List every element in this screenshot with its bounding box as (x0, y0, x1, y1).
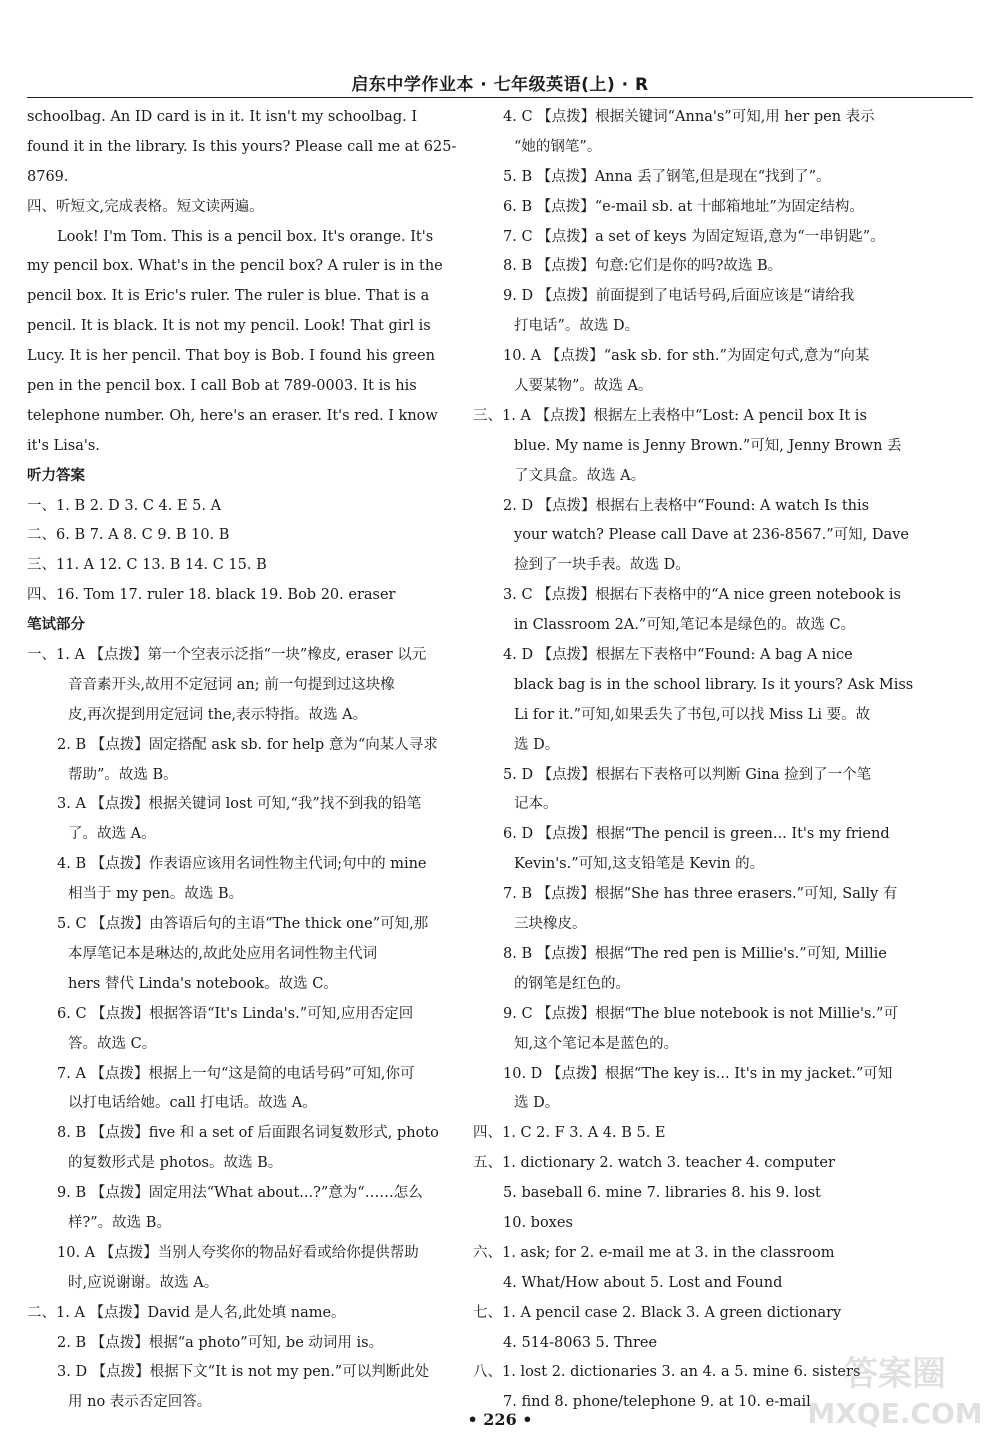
text-line: 4. 514-8063 5. Three (503, 1334, 658, 1351)
text-line: 4. B 【点拨】作表语应该用名词性物主代词;句中的 mine (57, 856, 427, 873)
text-line: 8. B 【点拨】根据“The red pen is Millie's.”可知, Millie (503, 945, 887, 962)
text-line: 8769. (27, 168, 69, 185)
text-line: 五、1. dictionary 2. watch 3. teacher 4. computer (473, 1155, 835, 1172)
text-line: 捡到了一块手表。故选 D。 (514, 557, 690, 574)
text-line: 帮助”。故选 B。 (68, 766, 178, 783)
text-line: found it in the library. Is this yours? Please call me at 625- (27, 138, 457, 155)
watermark-domain: MXQE.COM (807, 1397, 983, 1430)
text-line: 9. B 【点拨】固定用法“What about...?”意为“……怎么 (57, 1185, 423, 1202)
text-line: 四、听短文,完成表格。短文读两遍。 (27, 198, 264, 215)
text-line: 3. D 【点拨】根据下文“It is not my pen.”可以判断此处 (57, 1364, 430, 1381)
text-line: 知,这个笔记本是蓝色的。 (514, 1035, 679, 1052)
text-line: 2. B 【点拨】根据“a photo”可知, be 动词用 is。 (57, 1334, 384, 1351)
text-line: 以打电话给她。call 打电话。故选 A。 (68, 1095, 317, 1112)
text-line: 样?”。故选 B。 (68, 1214, 171, 1231)
text-line: blue. My name is Jenny Brown.”可知, Jenny Brown 丢 (514, 437, 902, 454)
text-line: it's Lisa's. (27, 437, 100, 454)
text-line: 10. D 【点拨】根据“The key is... It's in my jacket.”可知 (503, 1065, 893, 1082)
text-line: 六、1. ask; for 2. e-mail me at 3. in the classroom (473, 1244, 835, 1261)
text-line: 6. B 【点拨】“e-mail sb. at 十邮箱地址”为固定结构。 (503, 198, 864, 215)
text-line: 三、1. A 【点拨】根据左上表格中“Lost: A pencil box It is (473, 407, 867, 424)
text-line: 相当于 my pen。故选 B。 (68, 886, 244, 903)
text-line: 3. A 【点拨】根据关键词 lost 可知,“我”找不到我的铅笔 (57, 796, 422, 813)
text-line: 5. baseball 6. mine 7. libraries 8. his 9. lost (503, 1185, 821, 1202)
text-line: 三、11. A 12. C 13. B 14. C 15. B (27, 557, 267, 574)
text-line: 4. D 【点拨】根据左下表格中“Found: A bag A nice (503, 647, 853, 664)
text-line: 了文具盒。故选 A。 (514, 467, 646, 484)
text-line: 一、1. A 【点拨】第一个空表示泛指“一块”橡皮, eraser 以元 (27, 647, 427, 664)
text-line: 记本。 (514, 796, 558, 813)
text-line: 时,应说谢谢。故选 A。 (68, 1274, 219, 1291)
text-line: 7. B 【点拨】根据“She has three erasers.”可知, Sally 有 (503, 886, 898, 903)
text-line: in Classroom 2A.”可知,笔记本是绿色的。故选 C。 (514, 617, 856, 634)
text-line: 5. C 【点拨】由答语后句的主语“The thick one”可知,那 (57, 916, 429, 933)
text-line: 2. B 【点拨】固定搭配 ask sb. for help 意为“向某人寻求 (57, 736, 438, 753)
header-divider (27, 97, 973, 98)
text-line: 9. D 【点拨】前面提到了电话号码,后面应该是“请给我 (503, 288, 855, 305)
text-line: Lucy. It is her pencil. That boy is Bob. I found his green (27, 348, 435, 365)
text-line: telephone number. Oh, here's an eraser. It's red. I know (27, 407, 438, 424)
text-line: Look! I'm Tom. This is a pencil box. It's orange. It's (57, 228, 434, 245)
text-line: 选 D。 (514, 1095, 560, 1112)
text-line: 9. C 【点拨】根据“The blue notebook is not Millie's.”可 (503, 1005, 898, 1022)
text-line: 8. B 【点拨】five 和 a set of 后面跟名词复数形式, photo (57, 1125, 439, 1142)
text-line: 7. A 【点拨】根据上一句“这是简的电话号码”可知,你可 (57, 1065, 415, 1082)
text-line: 打电话”。故选 D。 (514, 318, 640, 335)
text-line: 音音素开头,故用不定冠词 an; 前一句提到过这块橡 (68, 676, 395, 693)
text-line: 2. D 【点拨】根据右上表格中“Found: A watch Is this (503, 497, 870, 514)
text-line: 本厚笔记本是琳达的,故此处应用名词性物主代词 (68, 945, 378, 962)
text-line: 4. C 【点拨】根据关键词“Anna's”可知,用 her pen 表示 (503, 109, 875, 125)
text-line: pen in the pencil box. I call Bob at 789-0003. It is his (27, 378, 417, 395)
text-line: 的复数形式是 photos。故选 B。 (68, 1155, 283, 1172)
page-number: • 226 • (467, 1410, 533, 1429)
text-line: “她的钢笔”。 (514, 138, 602, 155)
text-line: pencil. It is black. It is not my pencil. Look! That girl is (27, 318, 431, 335)
text-line: 10. A 【点拨】当别人夸奖你的物品好看或给你提供帮助 (57, 1244, 419, 1261)
section-heading: 笔试部分 (27, 617, 85, 634)
text-line: 10. A 【点拨】“ask sb. for sth.”为固定句式,意为“向某 (503, 348, 870, 365)
text-line: 八、1. lost 2. dictionaries 3. an 4. a 5. mine 6. sisters (473, 1364, 861, 1381)
text-line: 7. C 【点拨】a set of keys 为固定短语,意为“一串钥匙”。 (503, 228, 885, 245)
text-line: 一、1. B 2. D 3. C 4. E 5. A (27, 497, 222, 514)
text-line: 七、1. A pencil case 2. Black 3. A green dictionary (473, 1304, 842, 1321)
left-column (27, 103, 457, 1418)
text-line: 选 D。 (514, 736, 560, 753)
text-line: 二、1. A 【点拨】David 是人名,此处填 name。 (27, 1304, 346, 1321)
text-line: Kevin's.”可知,这支铅笔是 Kevin 的。 (514, 856, 765, 873)
text-line: 6. D 【点拨】根据“The pencil is green... It's my friend (503, 826, 890, 843)
text-line: 了。故选 A。 (68, 826, 156, 843)
text-line: your watch? Please call Dave at 236-8567.”可知, Dave (514, 527, 909, 544)
text-line: hers 替代 Linda's notebook。故选 C。 (68, 975, 338, 992)
text-line: 用 no 表示否定回答。 (68, 1394, 212, 1411)
text-line: 二、6. B 7. A 8. C 9. B 10. B (27, 527, 230, 544)
text-line: schoolbag. An ID card is in it. It isn't my schoolbag. I (27, 109, 418, 125)
section-heading: 听力答案 (27, 467, 85, 484)
text-line: 的钢笔是红色的。 (514, 975, 630, 992)
text-line: 四、1. C 2. F 3. A 4. B 5. E (473, 1125, 666, 1142)
text-line: black bag is in the school library. Is it yours? Ask Miss (514, 676, 914, 693)
text-line: 4. What/How about 5. Lost and Found (503, 1274, 783, 1291)
right-column (473, 103, 914, 1418)
text-line: 5. D 【点拨】根据右下表格可以判断 Gina 捡到了一个笔 (503, 766, 872, 783)
text-line: 答。故选 C。 (68, 1035, 157, 1052)
text-line: 四、16. Tom 17. ruler 18. black 19. Bob 20. eraser (27, 587, 396, 604)
text-line: Li for it.”可知,如果丢失了书包,可以找 Miss Li 要。故 (514, 706, 871, 723)
text-line: pencil box. It is Eric's ruler. The ruler is blue. That is a (27, 288, 430, 305)
text-line: 5. B 【点拨】Anna 丢了钢笔,但是现在“找到了”。 (503, 168, 831, 185)
text-line: 3. C 【点拨】根据右下表格中的“A nice green notebook is (503, 587, 901, 604)
text-line: 皮,再次提到用定冠词 the,表示特指。故选 A。 (68, 706, 368, 723)
text-line: 6. C 【点拨】根据答语“It's Linda's.”可知,应用否定回 (57, 1005, 414, 1022)
text-line: 8. B 【点拨】句意:它们是你的吗?故选 B。 (503, 258, 783, 275)
text-line: 7. find 8. phone/telephone 9. at 10. e-mail (503, 1394, 811, 1411)
text-line: 人要某物”。故选 A。 (514, 378, 653, 395)
text-line: 三块橡皮。 (514, 916, 587, 933)
page-header: 启东中学作业本 · 七年级英语(上) · R (351, 75, 649, 95)
watermark-text: 答案圈 (844, 1354, 946, 1394)
watermark-logo (800, 1345, 990, 1435)
text-line: my pencil box. What's in the pencil box? A ruler is in the (27, 258, 443, 275)
text-line: 10. boxes (503, 1214, 573, 1231)
